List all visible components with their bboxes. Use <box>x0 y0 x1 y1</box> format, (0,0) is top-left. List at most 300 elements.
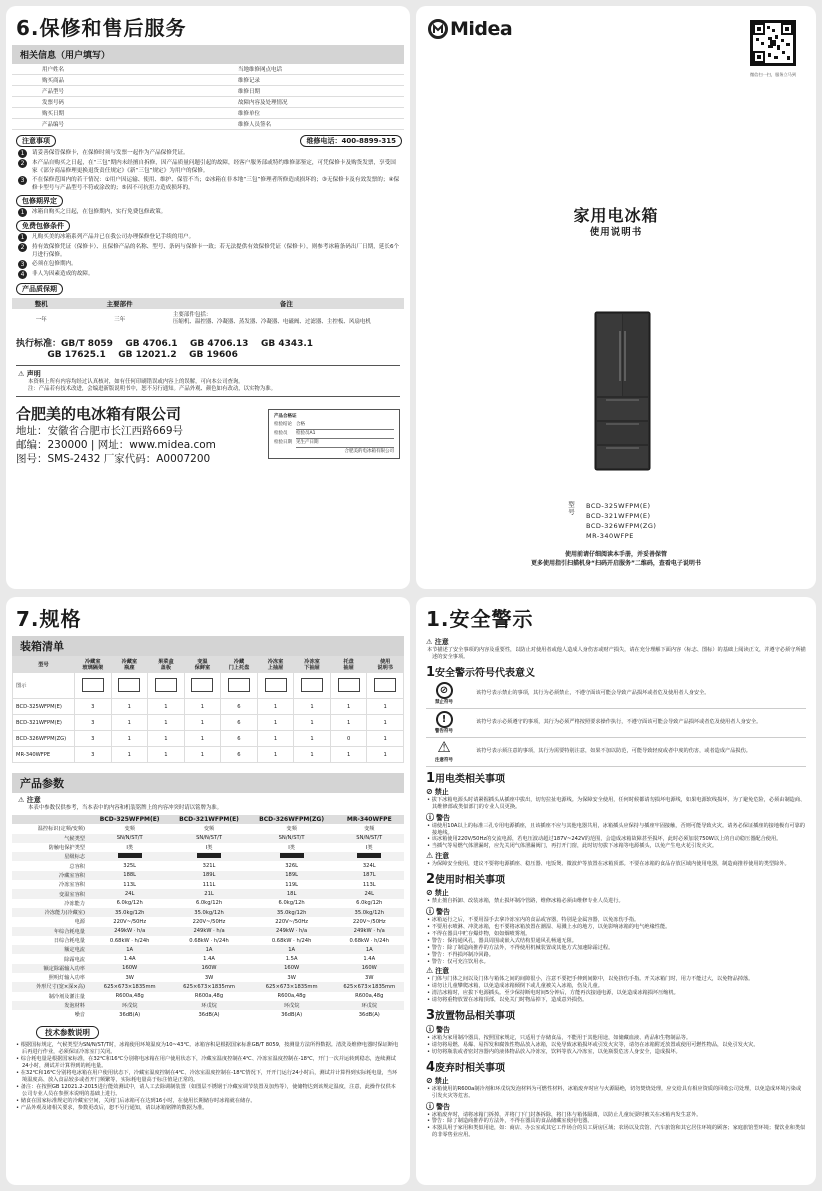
safety-line <box>427 843 806 850</box>
packing-cell: 1 <box>148 715 185 731</box>
packing-bar: 装箱清单 <box>12 636 404 656</box>
spec-cell: 冷藏室容积 <box>12 871 90 880</box>
cover-footer-line-2: 更多使用指引扫描机身“扫码开启服务”二维码，查看电子说明书 <box>531 560 701 567</box>
spec-cell: 1.4A <box>363 956 376 963</box>
packing-cell: 6 <box>221 747 258 763</box>
symbol-block <box>426 711 462 734</box>
spec-row <box>12 824 404 833</box>
safety-intro: 本节描述了安全事项的内容及重要性，以防止对使用者或他人造成人身伤害或财产损失，请在充分理解下面内容（标志、图标）的基础上阅读正文，并遵守必须守所描述的安全事项。 <box>427 647 806 660</box>
params-note: 本表中参数仅供参考，当本表中的内容和机装铭牌上的内容冲突时请以铭牌为准。 <box>28 805 223 811</box>
spec-cell <box>169 852 248 861</box>
cert-label: 检验员 <box>274 431 288 436</box>
number-badge: 4 <box>18 270 27 279</box>
info-row <box>12 108 404 119</box>
number-badge: 2 <box>18 243 27 252</box>
spec-cell: 220V~/50Hz <box>352 918 386 925</box>
params-bar: 产品参数 <box>12 773 404 793</box>
packing-row <box>13 715 404 731</box>
model-number: BCD-325WFPM(E) <box>586 502 651 510</box>
company-code: 图号：SMS-2432 厂家代码：A0007200 <box>16 453 211 465</box>
spec-cell: 3W <box>287 974 296 981</box>
info-value-blank <box>345 97 404 108</box>
cover-footer-line-1: 使用前请仔细阅读本手册，并妥善保管 <box>564 551 667 558</box>
spec-cell: 电源 <box>74 919 85 926</box>
info-label: 购买日期 <box>12 108 149 119</box>
safety-line-text: 门体与门体之间以及门体与箱体之间的间隙很小，注意不要把手伸到间隙中，以免挤伤手指。开关冰箱门时，用力不能过大，以免物品掉落。 <box>431 976 754 983</box>
spec-cell: 6.0kg/12h <box>195 900 223 907</box>
company-address: 地址：安徽省合肥市长江西路669号 <box>16 425 184 437</box>
spec-cell: I类 <box>126 845 134 852</box>
spec-cell <box>335 852 404 861</box>
spec-cell: 1A <box>169 945 248 954</box>
numbered-item <box>18 209 400 217</box>
warning-icon: ⓘ <box>426 907 434 917</box>
caution-icon: ⚠ <box>426 966 434 976</box>
spec-row <box>12 899 404 908</box>
safety-line-text: 切勿将瓶装或者密封容器内的液体物品放入冷冻室，饮料等放入冷冻室，以免瓶裂危害人身安全，造成损坏。 <box>431 1048 681 1055</box>
packing-cell: 1 <box>184 731 221 747</box>
info-label: 维修单位 <box>208 108 345 119</box>
cover-panel <box>416 6 816 589</box>
symbol-row <box>426 737 806 767</box>
numbered-item-text: 本产品自购买之日起，在“三包”期内未经擅自拆修，因产品质量问题引起的故障，经客户服务部或特约维修部鉴定，可凭保修卡及购货发票，享受国家《部分商品修理更换退货责任规定》《新“三包”规定》为用户的保修。 <box>32 160 396 174</box>
packing-cell: 1 <box>294 731 331 747</box>
info-row <box>12 119 404 130</box>
warranty-header-parts: 主要部件 <box>70 298 168 309</box>
numbered-item <box>18 234 400 242</box>
spec-cell: 160W <box>335 964 404 973</box>
spec-cell: 变频 <box>124 826 135 833</box>
midea-logo-icon <box>428 19 448 39</box>
spec-cell: 249kW · h/a <box>169 927 248 936</box>
cert-value: 检验员A1 <box>296 430 394 439</box>
prohibit-icon: ⊘ <box>436 682 453 699</box>
tech-note <box>16 1069 400 1084</box>
safety-line <box>427 1041 806 1049</box>
qr-code-icon <box>750 20 796 66</box>
user-info-table <box>12 64 404 130</box>
safety-line <box>427 1048 806 1056</box>
bullet-icon: • <box>427 917 432 924</box>
tech-label: 技术参数说明 <box>36 1026 99 1039</box>
packing-image-cell <box>148 673 185 699</box>
subsection-usage: 2使用时相关事项 <box>426 872 506 888</box>
symbol-row <box>426 711 806 738</box>
numbered-item-text: 非人为因素造成的故障。 <box>32 271 94 277</box>
spec-cell: 249kW · h/a <box>90 927 169 936</box>
info-label: 产品编号 <box>12 119 149 130</box>
packing-cell: 3 <box>75 715 112 731</box>
packing-cell: 1 <box>148 731 185 747</box>
safety-line-text: 不要用水喷淋、冲洗冰箱，也不要将冰箱放置在潮湿、易溅上水的地方，以免影响冰箱的电气绝缘性能。 <box>431 923 671 930</box>
spec-header: MR-340WFPE <box>335 815 404 824</box>
safety-line-text: 清洁冰箱时，应拔下电源插头。至少保持断电时间5分钟后，方能再次接通电源，以免造成冰箱损坏压缩机。 <box>431 990 679 997</box>
safety-line-text: 警告：保持通风孔，器具周围或嵌入式结构里通风孔畅通无阻。 <box>431 937 577 944</box>
spec-cell: 气候类型 <box>12 834 90 843</box>
statement-box <box>16 365 400 397</box>
spec-cell: 325L <box>123 863 137 870</box>
bullet-icon: • <box>427 958 432 965</box>
numbered-item <box>18 244 400 259</box>
spec-header <box>12 815 90 824</box>
spec-cell: 189L <box>169 871 248 880</box>
quality-label: 产品质保期 <box>16 283 63 295</box>
info-label: 发票号码 <box>12 97 149 108</box>
spec-header: BCD-321WFPM(E) <box>169 815 248 824</box>
packing-cell: 3 <box>75 699 112 715</box>
numbered-item-text: 必须在包修期内。 <box>32 261 77 267</box>
packing-cell: 1 <box>257 747 294 763</box>
notice-list <box>6 150 410 192</box>
packing-header: 冷冻室 上抽屉 <box>257 657 294 673</box>
spec-cell: 1.4A <box>203 956 215 963</box>
specs-panel <box>6 597 410 1185</box>
symbol-label: 禁止符号 <box>435 699 453 705</box>
packing-row <box>13 747 404 763</box>
packing-cell: BCD-326WFPM(ZG) <box>13 731 75 747</box>
safety-line <box>427 997 806 1004</box>
energy-star-icon <box>280 853 304 858</box>
packing-image-cell <box>367 673 404 699</box>
spec-cell: 变频 <box>203 826 215 833</box>
caution-icon: ⚠ <box>437 737 451 756</box>
spec-row <box>12 982 404 991</box>
safety-line-text: 警告：不得损坏制冷回路。 <box>431 951 494 958</box>
spec-cell: 160W <box>90 964 169 973</box>
info-label: 当地维修网点电话 <box>208 64 345 75</box>
symbol-label: 注意符号 <box>435 757 453 763</box>
spec-cell: 冷冻室容积 <box>59 882 85 889</box>
bullet-icon: • <box>427 898 432 905</box>
packing-row <box>13 731 404 747</box>
info-value-blank <box>345 75 404 86</box>
spec-cell: 35.0kg/12h <box>249 908 335 917</box>
subsection-symbols: 1安全警示符号代表意义 <box>426 664 536 680</box>
safety-line-text: 冰箱废弃时，请将冰箱门拆掉，并将门下门封条拆除，将门体与箱体隔离，以防止儿童玩耍时被关在冰箱内发生意外。 <box>431 1111 702 1118</box>
subsection-electrical: 1用电类相关事项 <box>426 770 506 786</box>
spec-cell: 35.0kg/12h <box>169 908 248 917</box>
info-label: 维修记录 <box>208 75 345 86</box>
safety-line-text: 请勿将易燃、易爆、易挥发和腐蚀性物品放入冰箱，以免导致冰箱损坏或引发火灾等，请勿在冰箱附近放置或使用可燃性物品，以免引发火灾。 <box>431 1041 759 1048</box>
safety-line-text: 冰箱运行之后，不要用湿手去拿冷冻室内的食品或容器，特别是金属容器，以免冻伤手指。 <box>431 917 640 924</box>
caution-icon: ⚠ <box>426 851 434 861</box>
numbered-item <box>18 160 400 175</box>
spec-cell: 21L <box>169 889 248 898</box>
safety-line-text: 不得在器具中贮存爆炸物，如如烟喷雾剂。 <box>431 930 531 937</box>
packing-cell: 6 <box>221 731 258 747</box>
bullet-icon: • <box>427 937 432 944</box>
spec-row <box>12 992 404 1001</box>
number-badge: 1 <box>18 208 27 217</box>
free-conditions-label: 免费包修条件 <box>16 220 70 232</box>
safety-line-text: 该冰箱使用220V/50Hz的交流电源，若电压波动超过187V~242V的范围，会造成冰箱故障甚至损坏，此时必须加装750W以上的自动稳压器配合使用。 <box>431 836 782 843</box>
bullet-icon: • <box>427 1125 432 1132</box>
number-badge: 1 <box>18 149 27 158</box>
label-prohibit: 禁止 <box>434 889 449 898</box>
packing-cell: 6 <box>221 715 258 731</box>
warranty-remark-cell <box>169 309 404 329</box>
spec-cell: 日综合耗电量 <box>53 938 85 944</box>
warranty-remark-title: 主要部件包括： <box>172 312 212 318</box>
free-conditions-list <box>6 234 410 279</box>
spec-row <box>12 834 404 843</box>
tech-note <box>16 1097 400 1105</box>
accessory-icon <box>118 678 140 692</box>
packing-cell: 1 <box>184 715 221 731</box>
safety-line-text: 本器具用于家用和类似用途，如：商店、办公室或其它工作场合的员工厨房区域；农场以及宾馆、汽车旅馆和其它居住环境的顾客；家庭旅馆型环境；餐饮业和类似的非零售业应用。 <box>431 1125 806 1139</box>
symbol-block <box>426 682 462 705</box>
bullet-icon: • <box>427 983 432 990</box>
packing-cell: 1 <box>367 699 404 715</box>
safety-line-text: 冰箱使用的R600a制冷剂和环戊烷发泡材料为可燃性材料，冰箱废弃时应与火源隔绝，切勿焚烧处理，应交给具有相应资质的回收公司处理，以免造成环境污染或引发火灾等危害。 <box>431 1085 802 1099</box>
info-label: 产品型号 <box>12 86 149 97</box>
cert-value: 合格 <box>296 421 394 430</box>
spec-cell: 星级标志 <box>12 852 90 861</box>
info-value-blank <box>149 108 208 119</box>
subsection-electrical-title: 用电类相关事项 <box>435 773 506 785</box>
spec-cell: 36dB(A) <box>198 1011 220 1018</box>
packing-image-cell <box>184 673 221 699</box>
bullet-icon: • <box>16 1083 21 1090</box>
symbol-row <box>426 682 806 709</box>
energy-star-icon <box>357 853 381 858</box>
spec-cell: 1A <box>249 945 335 954</box>
label-warning: 警告 <box>436 1102 450 1111</box>
spec-row <box>12 843 404 852</box>
warning-triangle-icon: ⚠ <box>426 638 433 646</box>
spec-cell: 220V~/50Hz <box>275 918 308 925</box>
subsection-storage: 3放置物品相关事项 <box>426 1008 516 1024</box>
packing-cell: BCD-325WFPM(E) <box>13 699 75 715</box>
quality-certificate <box>268 409 400 459</box>
packing-cell: 1 <box>257 715 294 731</box>
subsection-symbols-title: 安全警示符号代表意义 <box>435 667 536 679</box>
spec-row <box>12 954 404 963</box>
spec-cell: 6.0kg/12h <box>116 900 143 907</box>
symbol-text: 该符号表示禁止的事项，其行为必须禁止，不遵守面该可能会导致产品损坏或者危及使用者人身安全。 <box>476 689 710 696</box>
warning-icon: ⓘ <box>426 812 434 822</box>
packing-cell: BCD-321WFPM(E) <box>13 715 75 731</box>
safety-line-text: 冰箱为家用制冷器具，按照国家规定，只适用于存储食品，不能用于其他用途，如储藏血液、药品和生物制品等。 <box>431 1035 692 1042</box>
standards: 执行标准：GB/T 8059 GB 4706.1 GB 4706.13 GB 4343.1 GB 17625.1 GB 12021.2 GB 19606 <box>16 339 314 360</box>
energy-star-icon <box>197 853 221 858</box>
packing-image-cell <box>257 673 294 699</box>
safety-line <box>427 937 806 945</box>
model-number: BCD-326WFPM(ZG) <box>586 522 657 530</box>
packing-image-cell <box>294 673 331 699</box>
label-prohibit: 禁止 <box>434 1076 449 1085</box>
bullet-icon: • <box>427 843 432 850</box>
spec-cell: R600a,48g <box>277 993 306 1000</box>
info-label: 维修人员签名 <box>208 119 345 130</box>
packing-cell: MR-340WFPE <box>13 747 75 763</box>
info-label: 购买商品 <box>12 75 149 86</box>
symbol-text: 该符号表示须注意的事项，其行为需要特别注意，如果不加以防范，可能导致轻度或者中度的伤害，或者造成产品损伤。 <box>476 747 751 754</box>
prohibit-icon: ⊘ <box>426 786 433 796</box>
safety-line <box>427 796 806 811</box>
numbered-item-text: 冰箱自购买之日起，在包修期内，实行免费包修政策。 <box>32 209 167 215</box>
symbol-block <box>426 737 462 763</box>
spec-cell: 环戊烷 <box>169 1001 248 1010</box>
statement-title: 声明 <box>26 370 41 378</box>
spec-cell: R600a,48g <box>115 993 144 1000</box>
accessory-icon <box>301 678 323 692</box>
tech-note-text: 备注：在按照GB 12021.2-2015进行能效测试中，请人工去除调制装置（如图层不锈钢于冷藏室调节装置及加热等），使储物达到该规定温度，注意，此操作仅供本公司专业人员在参照本说明的基础上进行。 <box>20 1083 396 1097</box>
spec-cell: 249kW · h/a <box>335 927 404 936</box>
packing-cell: 1 <box>111 715 148 731</box>
cover-title: 家用电冰箱 <box>573 206 659 225</box>
spec-row <box>12 880 404 889</box>
accessory-icon <box>374 678 396 692</box>
tech-notes <box>6 1042 410 1112</box>
warning-triangle-icon: ⚠ <box>18 370 25 378</box>
accessory-icon <box>155 678 177 692</box>
safety-line-text: 警告：除了制造商推荐的方法外，不得在器具的食品储藏室使用电器。 <box>431 1118 593 1125</box>
spec-cell: 625×673×1835mm <box>249 982 335 991</box>
bullet-icon: • <box>16 1069 21 1076</box>
spec-cell: SN/N/ST/T <box>169 834 248 843</box>
packing-cell: 1 <box>294 715 331 731</box>
spec-cell: 625×673×1835mm <box>169 982 248 991</box>
info-label: 维修日期 <box>208 86 345 97</box>
spec-cell: 36dB(A) <box>281 1011 303 1018</box>
packing-cell: 1 <box>367 715 404 731</box>
spec-cell: 113L <box>123 881 137 888</box>
spec-cell: 0.68kW · h/24h <box>271 937 312 944</box>
spec-cell: 220V~/50Hz <box>113 918 147 925</box>
warranty-parts-value: 三年 <box>114 317 126 323</box>
bullet-icon: • <box>16 1097 21 1104</box>
bullet-icon: • <box>427 997 432 1004</box>
packing-image-cell <box>221 673 258 699</box>
spec-cell: 3W <box>204 974 214 981</box>
accessory-icon <box>228 678 250 692</box>
service-hotline: 维修电话：400-8899-315 <box>300 135 402 147</box>
spec-cell: 6.0kg/12h <box>278 900 305 907</box>
warranty-period-list <box>6 209 410 217</box>
model-list <box>566 501 656 541</box>
warning-icon: ⓘ <box>426 1025 434 1035</box>
tech-note-text: 产品外观及诸相关要求，参数更改后，恕不另行通知，请以冰箱铭牌的数据为准。 <box>20 1104 208 1111</box>
packing-image-label: 图示 <box>13 673 75 699</box>
safety-line-text: 请勿让儿童攀爬冰箱，以免造成冰箱倾倒下或儿童被关入冰箱，伤及儿童。 <box>431 983 603 990</box>
bullet-icon: • <box>427 822 432 829</box>
info-label: 用户姓名 <box>12 64 149 75</box>
warranty-period-label: 包修期界定 <box>16 195 63 207</box>
spec-cell: SN/N/ST/T <box>335 834 404 843</box>
packing-cell: 3 <box>75 731 112 747</box>
info-bar: 相关信息（用户填写） <box>12 45 404 64</box>
symbol-label: 警告符号 <box>435 728 453 734</box>
subsection-storage-title: 放置物品相关事项 <box>435 1011 516 1023</box>
packing-header: 型号 <box>13 657 75 673</box>
spec-cell: I类 <box>288 845 295 852</box>
cert-footer: 合肥美的电冰箱有限公司 <box>344 449 394 454</box>
info-row <box>12 64 404 75</box>
spec-cell: 188L <box>90 871 169 880</box>
spec-header: BCD-326WFPM(ZG) <box>249 815 335 824</box>
prohibit-icon: ⊘ <box>426 888 433 898</box>
safety-line-text: 请使用10A以上的标准三孔专用电源插座，且该插座不应与其他电器共用，冰箱插头应保持与插座牢固接触，否则可能导致火灾。请务必保证插座的接地极有可靠的接地线。 <box>431 822 805 836</box>
numbered-item <box>18 271 400 279</box>
tech-note-text: 在32℃和16℃分别将电冰箱在用户使用状态下，冷藏室温度控制在4℃、冷冻室温度控制在-18℃情况下，开开门运行24小时后，测试并计算得到实际耗电量，当环境温度高、放入食品较多或者开门频繁等，实际耗电量高于标注值是正常的。 <box>20 1069 398 1083</box>
spec-cell <box>90 852 169 861</box>
numbered-item-text: 不在保修范围内的若干情况：①用户因运输、使用、维护、保管不当；②冰箱在非本地“三包”修理者所修造成损坏的；③无保修卡及有效发票的；④保修卡型号与产品型号不符或涂改的；⑤因不可抗拒力造成损坏的。 <box>32 177 400 191</box>
warning-icon: ⓘ <box>426 1101 434 1111</box>
bullet-icon: • <box>16 1104 21 1111</box>
label-caution: 注意 <box>435 852 450 861</box>
packing-cell: 1 <box>111 747 148 763</box>
bullet-icon: • <box>427 951 432 958</box>
spec-cell: 环戊烷 <box>249 1001 335 1010</box>
warranty-table <box>12 298 404 329</box>
packing-row <box>13 699 404 715</box>
bullet-icon: • <box>427 990 432 997</box>
spec-cell: 温控标识(定频/变频) <box>37 826 85 833</box>
safety-line <box>427 898 806 905</box>
model-label: 型号 <box>567 501 575 516</box>
spec-cell: 1A <box>335 945 404 954</box>
accessory-icon <box>338 678 360 692</box>
cover-subtitle: 使用说明书 <box>589 227 643 238</box>
spec-cell: 防触电保护类型 <box>48 845 85 852</box>
spec-cell: R600a,48g <box>194 993 224 1000</box>
packing-cell: 1 <box>111 699 148 715</box>
spec-cell: 1.4A <box>123 956 136 963</box>
warranty-remark-text: 压缩机、温控器、冷凝器、蒸发器、冷凝器、电磁阀、过滤器、主控板、风扇电机 <box>172 319 371 325</box>
number-badge: 1 <box>18 233 27 242</box>
label-warning: 警告 <box>436 1026 450 1035</box>
spec-cell: 187L <box>335 871 404 880</box>
packing-header: 托盘 抽屉 <box>330 657 367 673</box>
spec-cell: 326L <box>285 863 299 870</box>
safety-line-text: 请勿将重物放置在冰箱顶部，以免关门时物品掉下，造成意外损伤。 <box>431 997 588 1004</box>
tech-note <box>16 1041 400 1056</box>
spec-cell: I类 <box>365 845 373 852</box>
safety-line <box>427 944 806 952</box>
packing-cell: 1 <box>184 747 221 763</box>
info-value-blank <box>149 64 208 75</box>
label-prohibit: 禁止 <box>434 787 449 796</box>
spec-cell: 160W <box>249 964 335 973</box>
statement-line-2: 注：产品若有技术改进，会编进新版说明书中，恕不另行通知。产品外观、颜色如有改动，以实物为准。 <box>28 386 276 392</box>
spec-cell: R600a,48g <box>355 993 384 1000</box>
safety-line <box>427 1125 806 1139</box>
bullet-icon: • <box>427 976 432 983</box>
spec-cell: 18L <box>249 889 335 898</box>
spec-row <box>12 852 404 861</box>
packing-cell: 1 <box>257 699 294 715</box>
bullet-icon: • <box>427 1118 432 1125</box>
label-warning: 警告 <box>436 813 450 822</box>
safety-line-text: 拔下冰箱电源头时请紧握插头从插座中拔出，切勿拉扯电源线。为保障安全使用，任何时候都请勿损坏电源线，如果电源软线损坏，为了避免危险，必须由制造商、其维修部或类似部门的专业人员更换。 <box>431 796 806 810</box>
model-number: MR-340WFPE <box>586 532 634 540</box>
info-value-blank <box>345 86 404 97</box>
packing-image-cell <box>330 673 367 699</box>
info-value-blank <box>345 64 404 75</box>
spec-row <box>12 927 404 936</box>
packing-cell: 3 <box>75 747 112 763</box>
spec-cell: 环戊烷 <box>90 1001 169 1010</box>
bullet-icon: • <box>427 944 432 951</box>
spec-cell: 额定除霜输入功率 <box>12 964 90 973</box>
spec-cell: 35.0kg/12h <box>335 908 404 917</box>
spec-table <box>12 815 404 1020</box>
spec-cell <box>249 852 335 861</box>
bullet-icon: • <box>427 1035 432 1042</box>
packing-cell: 1 <box>294 747 331 763</box>
section-title-specs: 7.规格 <box>16 607 82 631</box>
